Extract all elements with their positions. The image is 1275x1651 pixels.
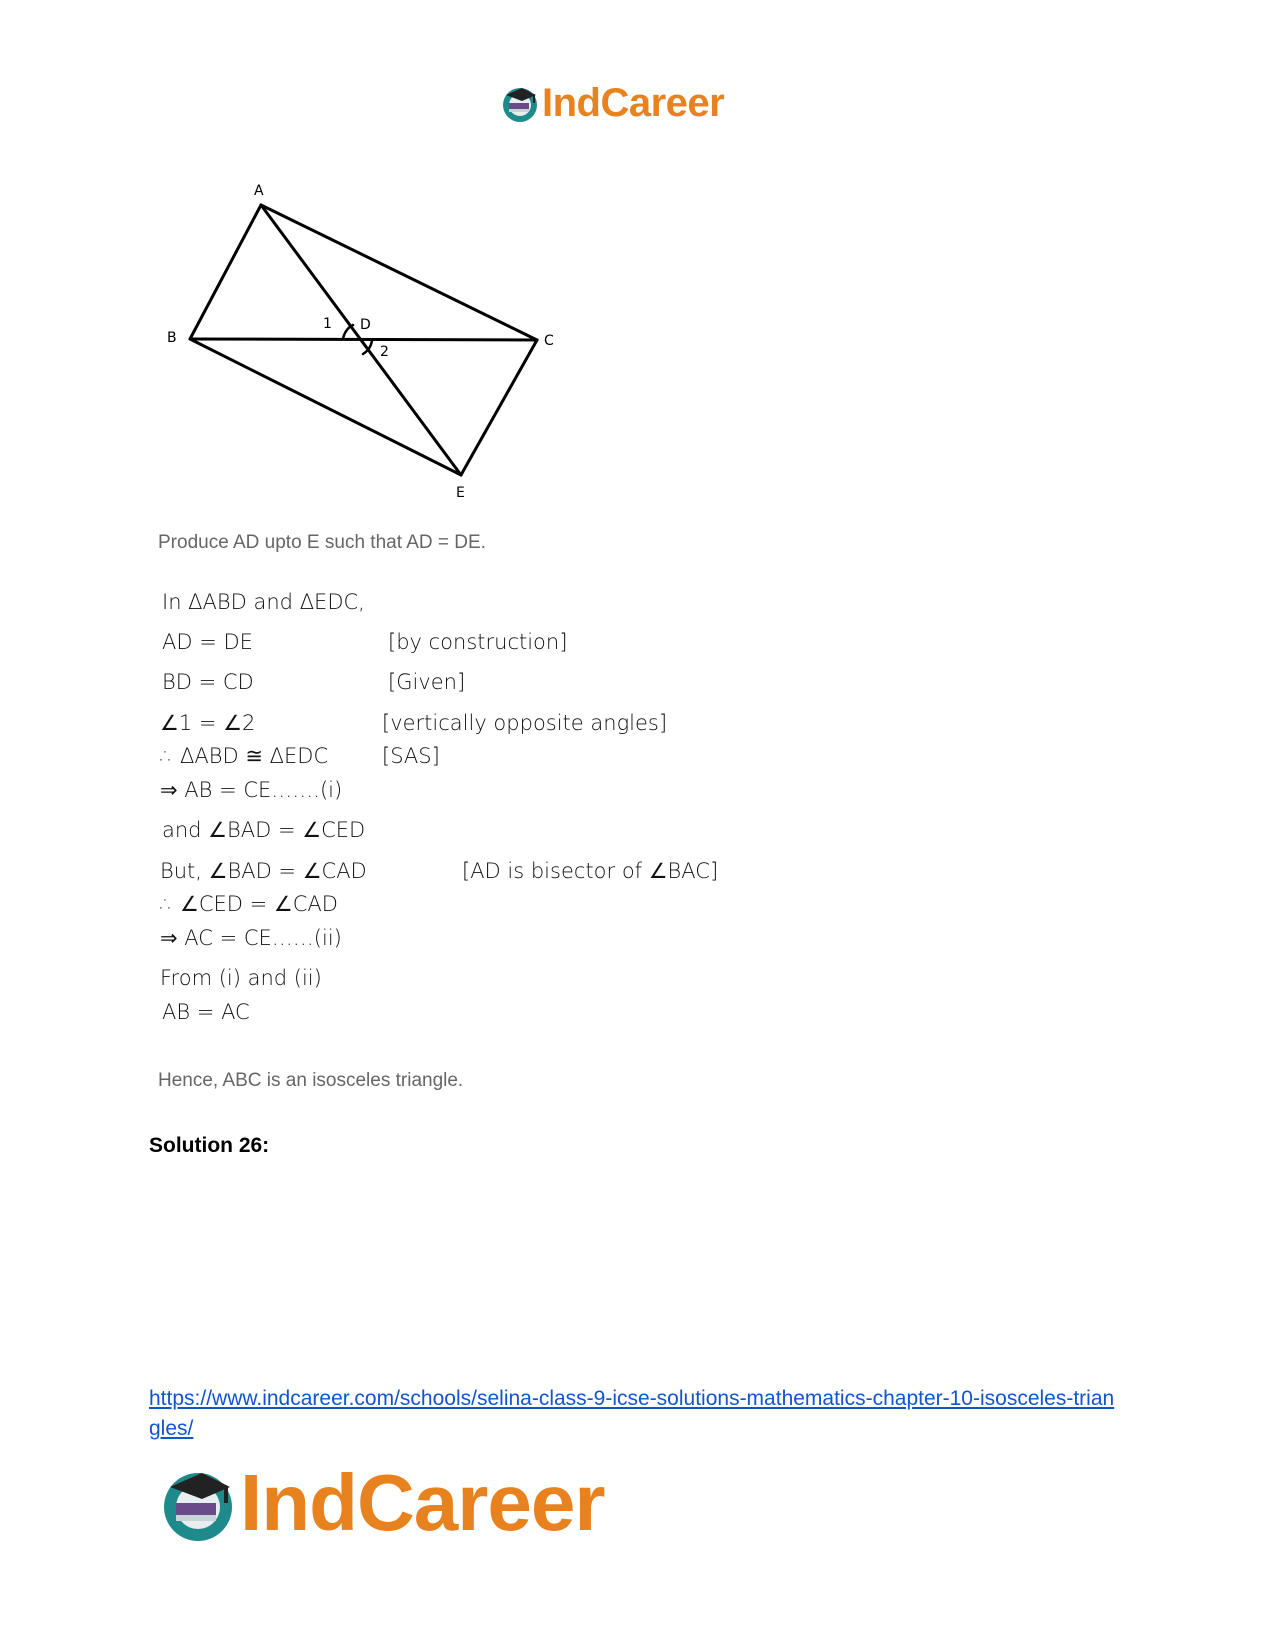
proof-line xyxy=(160,966,322,990)
proof-reason: [vertically opposite angles] xyxy=(382,711,668,735)
segment-ac xyxy=(261,205,537,340)
proof-statement: From (i) and (ii) xyxy=(160,966,322,990)
header-logo xyxy=(500,78,724,128)
proof-statement: ∴ ∠CED = ∠CAD xyxy=(160,892,338,916)
graduation-cap-icon xyxy=(158,1463,238,1543)
label-e: E xyxy=(456,485,465,501)
construction-caption: Produce AD upto E such that AD = DE. xyxy=(158,532,486,553)
proof-statement: ∠1 = ∠2 xyxy=(160,711,256,735)
proof-statement: BD = CD xyxy=(162,670,254,694)
proof-statement: and ∠BAD = ∠CED xyxy=(162,818,366,842)
source-link[interactable]: https://www.indcareer.com/schools/selina-class-9-icse-solutions-mathematics-chapter-10-isosceles-triangles/ xyxy=(149,1387,1115,1440)
proof-line xyxy=(160,711,668,735)
footer-logo xyxy=(158,1455,604,1551)
proof-statement: ∴ ΔABD ≅ ΔEDC xyxy=(160,744,329,768)
proof-reason: [AD is bisector of ∠BAC] xyxy=(462,859,719,883)
label-angle-1: 1 xyxy=(323,316,332,332)
proof-statement: ⇒ AC = CE……(ii) xyxy=(160,926,342,950)
proof-statement: ⇒ AB = CE…….(i) xyxy=(160,778,343,802)
proof-line xyxy=(162,590,365,614)
triangle-diagram xyxy=(150,175,570,505)
proof-reason: [Given] xyxy=(388,670,466,694)
label-angle-2: 2 xyxy=(380,344,389,360)
proof-line xyxy=(160,926,342,950)
proof-line xyxy=(162,818,365,842)
label-d: D xyxy=(360,317,371,333)
segment-ab xyxy=(190,205,261,339)
proof-reason: [by construction] xyxy=(388,630,568,654)
label-a: A xyxy=(254,183,264,199)
proof-statement: But, ∠BAD = ∠CAD xyxy=(160,859,367,883)
proof-reason: [SAS] xyxy=(382,744,440,768)
proof-line xyxy=(160,859,719,883)
label-b: B xyxy=(167,330,177,346)
label-c: C xyxy=(544,333,554,349)
segment-bc xyxy=(190,339,537,340)
solution-heading: Solution 26: xyxy=(149,1134,270,1157)
proof-statement: AB = AC xyxy=(162,1000,250,1024)
proof-line xyxy=(162,630,568,654)
proof-statement: AD = DE xyxy=(162,630,253,654)
logo-wordmark: IndCareer xyxy=(542,81,725,125)
conclusion-caption: Hence, ABC is an isosceles triangle. xyxy=(158,1070,464,1091)
graduation-cap-icon xyxy=(500,83,540,123)
proof-line xyxy=(160,892,338,916)
proof-line xyxy=(160,778,342,802)
proof-statement: In ΔABD and ΔEDC, xyxy=(162,590,365,614)
segment-ce xyxy=(461,340,537,475)
proof-line xyxy=(162,1000,250,1024)
proof-line xyxy=(160,744,440,768)
segment-be xyxy=(190,339,461,475)
proof-line xyxy=(162,670,466,694)
logo-wordmark: IndCareer xyxy=(240,1458,605,1547)
angle-1-arc xyxy=(343,325,353,339)
